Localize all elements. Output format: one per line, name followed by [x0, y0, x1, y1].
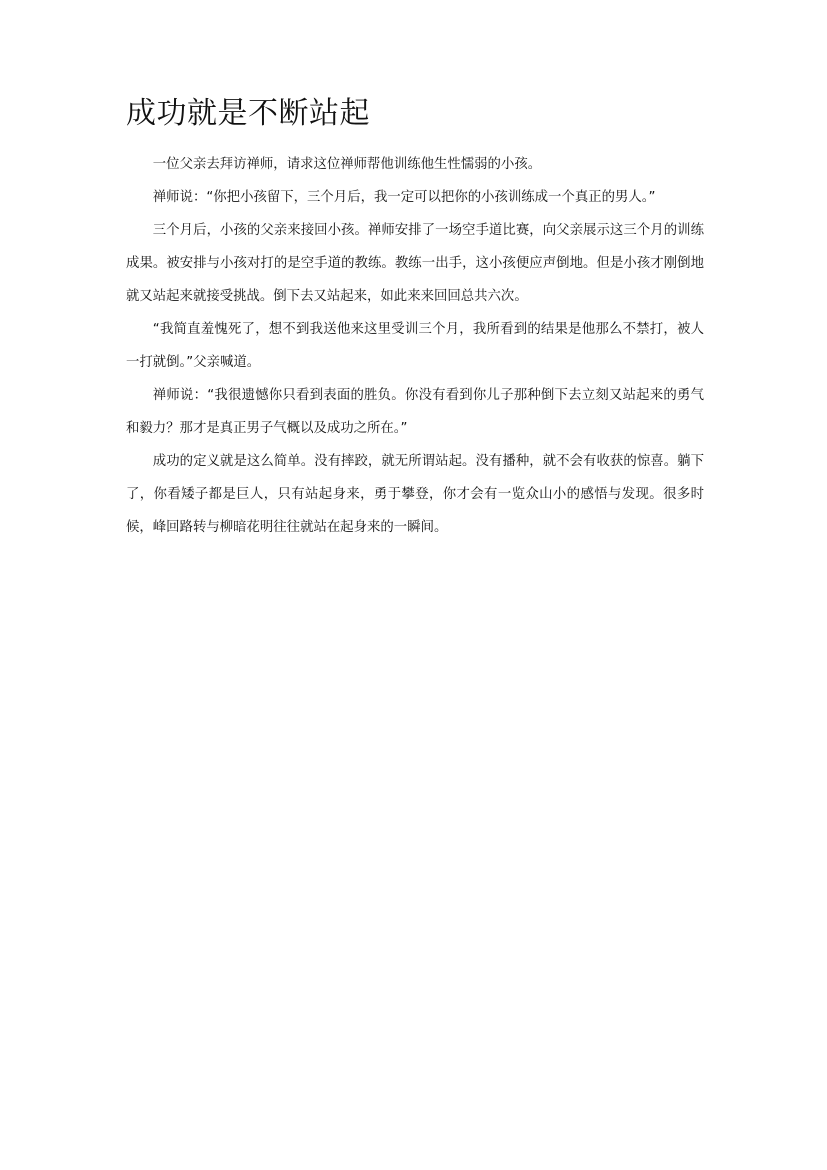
paragraph: 三个月后，小孩的父亲来接回小孩。禅师安排了一场空手道比赛，向父亲展示这三个月的训练成果。被安排与小孩对打的是空手道的教练。教练一出手，这小孩便应声倒地。但是小孩才刚倒地就又站起来就接受挑战。倒下去又站起来，如此来来回回总共六次。	[126, 223, 704, 304]
paragraph: “我简直羞愧死了，想不到我送他来这里受训三个月，我所看到的结果是他那么不禁打，被人一打就倒。”父亲喊道。	[126, 322, 704, 370]
paragraph: 成功的定义就是这么简单。没有摔跤，就无所谓站起。没有播种，就不会有收获的惊喜。躺下了，你看矮子都是巨人，只有站起身来，勇于攀登，你才会有一览众山小的感悟与发现。很多时候，峰回路转与柳暗花明往往就站在起身来的一瞬间。	[126, 454, 704, 535]
paragraph: 一位父亲去拜访禅师，请求这位禅师帮他训练他生性懦弱的小孩。	[152, 157, 542, 172]
paragraph: 禅师说：“你把小孩留下，三个月后，我一定可以把你的小孩训练成一个真正的男人。”	[152, 190, 656, 205]
paragraph: 禅师说：“我很遗憾你只看到表面的胜负。你没有看到你儿子那种倒下去立刻又站起来的勇气和毅力？那才是真正男子气概以及成功之所在。”	[126, 388, 704, 436]
page-title: 成功就是不断站起	[126, 96, 370, 131]
document-body	[126, 92, 704, 544]
